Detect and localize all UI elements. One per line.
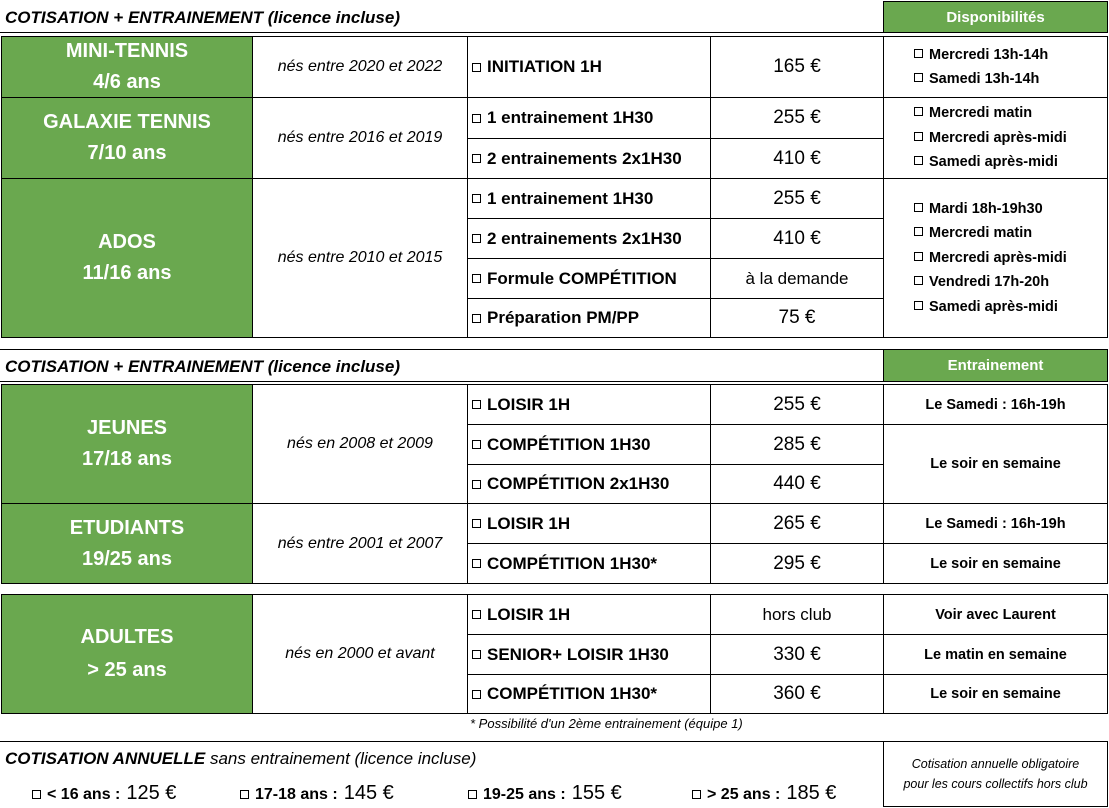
checkbox-icon	[914, 132, 923, 141]
price: 285 €	[710, 424, 884, 465]
section3-title: COTISATION ANNUELLE sans entrainement (licence incluse)	[5, 749, 477, 768]
checkbox-icon	[914, 252, 923, 261]
checkbox-icon	[240, 790, 249, 799]
birth-years: nés entre 2020 et 2022	[252, 36, 468, 98]
checkbox-icon	[472, 400, 481, 409]
training-schedule: Le soir en semaine	[883, 674, 1108, 714]
checkbox-icon	[914, 73, 923, 82]
price: 410 €	[710, 218, 884, 259]
checkbox-icon	[472, 234, 481, 243]
annual-fee-item[interactable]: 19-25 ans : 155 €	[468, 782, 622, 805]
checkbox-icon	[472, 440, 481, 449]
training-schedule: Voir avec Laurent	[883, 594, 1108, 635]
birth-years: nés en 2008 et 2009	[252, 384, 468, 504]
section2-title: COTISATION + ENTRAINEMENT (licence incluse)	[5, 357, 400, 376]
availability-list: Mercredi 13h-14h Samedi 13h-14h	[883, 36, 1108, 98]
training-schedule: Le soir en semaine	[883, 424, 1108, 504]
price: à la demande	[710, 258, 884, 299]
checkbox-icon	[472, 274, 481, 283]
divider	[0, 381, 883, 382]
availability-list: Mercredi matin Mercredi après-midi Samedi après-midi	[883, 97, 1108, 179]
checkbox-icon	[472, 650, 481, 659]
training-schedule: Le matin en semaine	[883, 634, 1108, 675]
category-ados: ADOS 11/16 ans	[1, 178, 253, 338]
price: 265 €	[710, 503, 884, 544]
training-schedule: Le soir en semaine	[883, 543, 1108, 584]
category-mini-tennis: MINI-TENNIS 4/6 ans	[1, 36, 253, 98]
checkbox-icon	[32, 790, 41, 799]
checkbox-icon	[472, 480, 481, 489]
availability-list: Mardi 18h-19h30 Mercredi matin Mercredi après-midi Vendredi 17h-20h Samedi après-midi	[883, 178, 1108, 338]
checkbox-icon	[914, 156, 923, 165]
checkbox-icon	[472, 114, 481, 123]
annual-fee-item[interactable]: < 16 ans : 125 €	[32, 782, 176, 805]
birth-years: nés entre 2010 et 2015	[252, 178, 468, 338]
price: 255 €	[710, 384, 884, 425]
annual-fee-item[interactable]: 17-18 ans : 145 €	[240, 782, 394, 805]
category-jeunes: JEUNES 17/18 ans	[1, 384, 253, 504]
formula-option[interactable]: LOISIR 1H	[467, 384, 711, 425]
checkbox-icon	[914, 107, 923, 116]
price: hors club	[710, 594, 884, 635]
formula-option[interactable]: COMPÉTITION 2x1H30	[467, 464, 711, 504]
formula-option[interactable]: 1 entrainement 1H30	[467, 97, 711, 139]
price: 255 €	[710, 97, 884, 139]
formula-option[interactable]: 2 entrainements 2x1H30	[467, 218, 711, 259]
formula-option[interactable]: COMPÉTITION 1H30	[467, 424, 711, 465]
formula-option[interactable]: LOISIR 1H	[467, 594, 711, 635]
birth-years: nés entre 2001 et 2007	[252, 503, 468, 584]
formula-option[interactable]: Formule COMPÉTITION	[467, 258, 711, 299]
birth-years: nés en 2000 et avant	[252, 594, 468, 714]
category-galaxie-tennis: GALAXIE TENNIS 7/10 ans	[1, 97, 253, 179]
checkbox-icon	[914, 301, 923, 310]
formula-option[interactable]: COMPÉTITION 1H30*	[467, 543, 711, 584]
formula-option[interactable]: 1 entrainement 1H30	[467, 178, 711, 219]
price: 360 €	[710, 674, 884, 714]
mandatory-fee-note: Cotisation annuelle obligatoire pour les cours collectifs hors club	[883, 741, 1108, 807]
category-adultes: ADULTES > 25 ans	[1, 594, 253, 714]
price: 330 €	[710, 634, 884, 675]
price: 410 €	[710, 138, 884, 179]
checkbox-icon	[472, 610, 481, 619]
training-header: Entrainement	[883, 349, 1108, 382]
formula-option[interactable]: SENIOR+ LOISIR 1H30	[467, 634, 711, 675]
price: 75 €	[710, 298, 884, 338]
divider	[0, 741, 883, 742]
footnote: * Possibilité d'un 2ème entrainement (équipe 1)	[470, 716, 743, 731]
formula-option[interactable]: LOISIR 1H	[467, 503, 711, 544]
price: 440 €	[710, 464, 884, 504]
divider	[0, 349, 883, 350]
section1-title: COTISATION + ENTRAINEMENT (licence incluse)	[5, 8, 400, 27]
formula-option[interactable]: Préparation PM/PP	[467, 298, 711, 338]
checkbox-icon	[914, 276, 923, 285]
checkbox-icon	[914, 203, 923, 212]
checkbox-icon	[472, 559, 481, 568]
checkbox-icon	[692, 790, 701, 799]
checkbox-icon	[472, 519, 481, 528]
checkbox-icon	[914, 49, 923, 58]
annual-fee-item[interactable]: > 25 ans : 185 €	[692, 782, 836, 805]
availability-header: Disponibilités	[883, 1, 1108, 33]
checkbox-icon	[472, 194, 481, 203]
formula-option[interactable]: INITIATION 1H	[467, 36, 711, 98]
price: 255 €	[710, 178, 884, 219]
checkbox-icon	[468, 790, 477, 799]
birth-years: nés entre 2016 et 2019	[252, 97, 468, 179]
checkbox-icon	[472, 154, 481, 163]
training-schedule: Le Samedi : 16h-19h	[883, 503, 1108, 544]
formula-option[interactable]: COMPÉTITION 1H30*	[467, 674, 711, 714]
checkbox-icon	[472, 314, 481, 323]
checkbox-icon	[914, 227, 923, 236]
formula-option[interactable]: 2 entrainements 2x1H30	[467, 138, 711, 179]
training-schedule: Le Samedi : 16h-19h	[883, 384, 1108, 425]
category-etudiants: ETUDIANTS 19/25 ans	[1, 503, 253, 584]
checkbox-icon	[472, 63, 481, 72]
price: 165 €	[710, 36, 884, 98]
divider	[0, 32, 883, 33]
price: 295 €	[710, 543, 884, 584]
checkbox-icon	[472, 690, 481, 699]
